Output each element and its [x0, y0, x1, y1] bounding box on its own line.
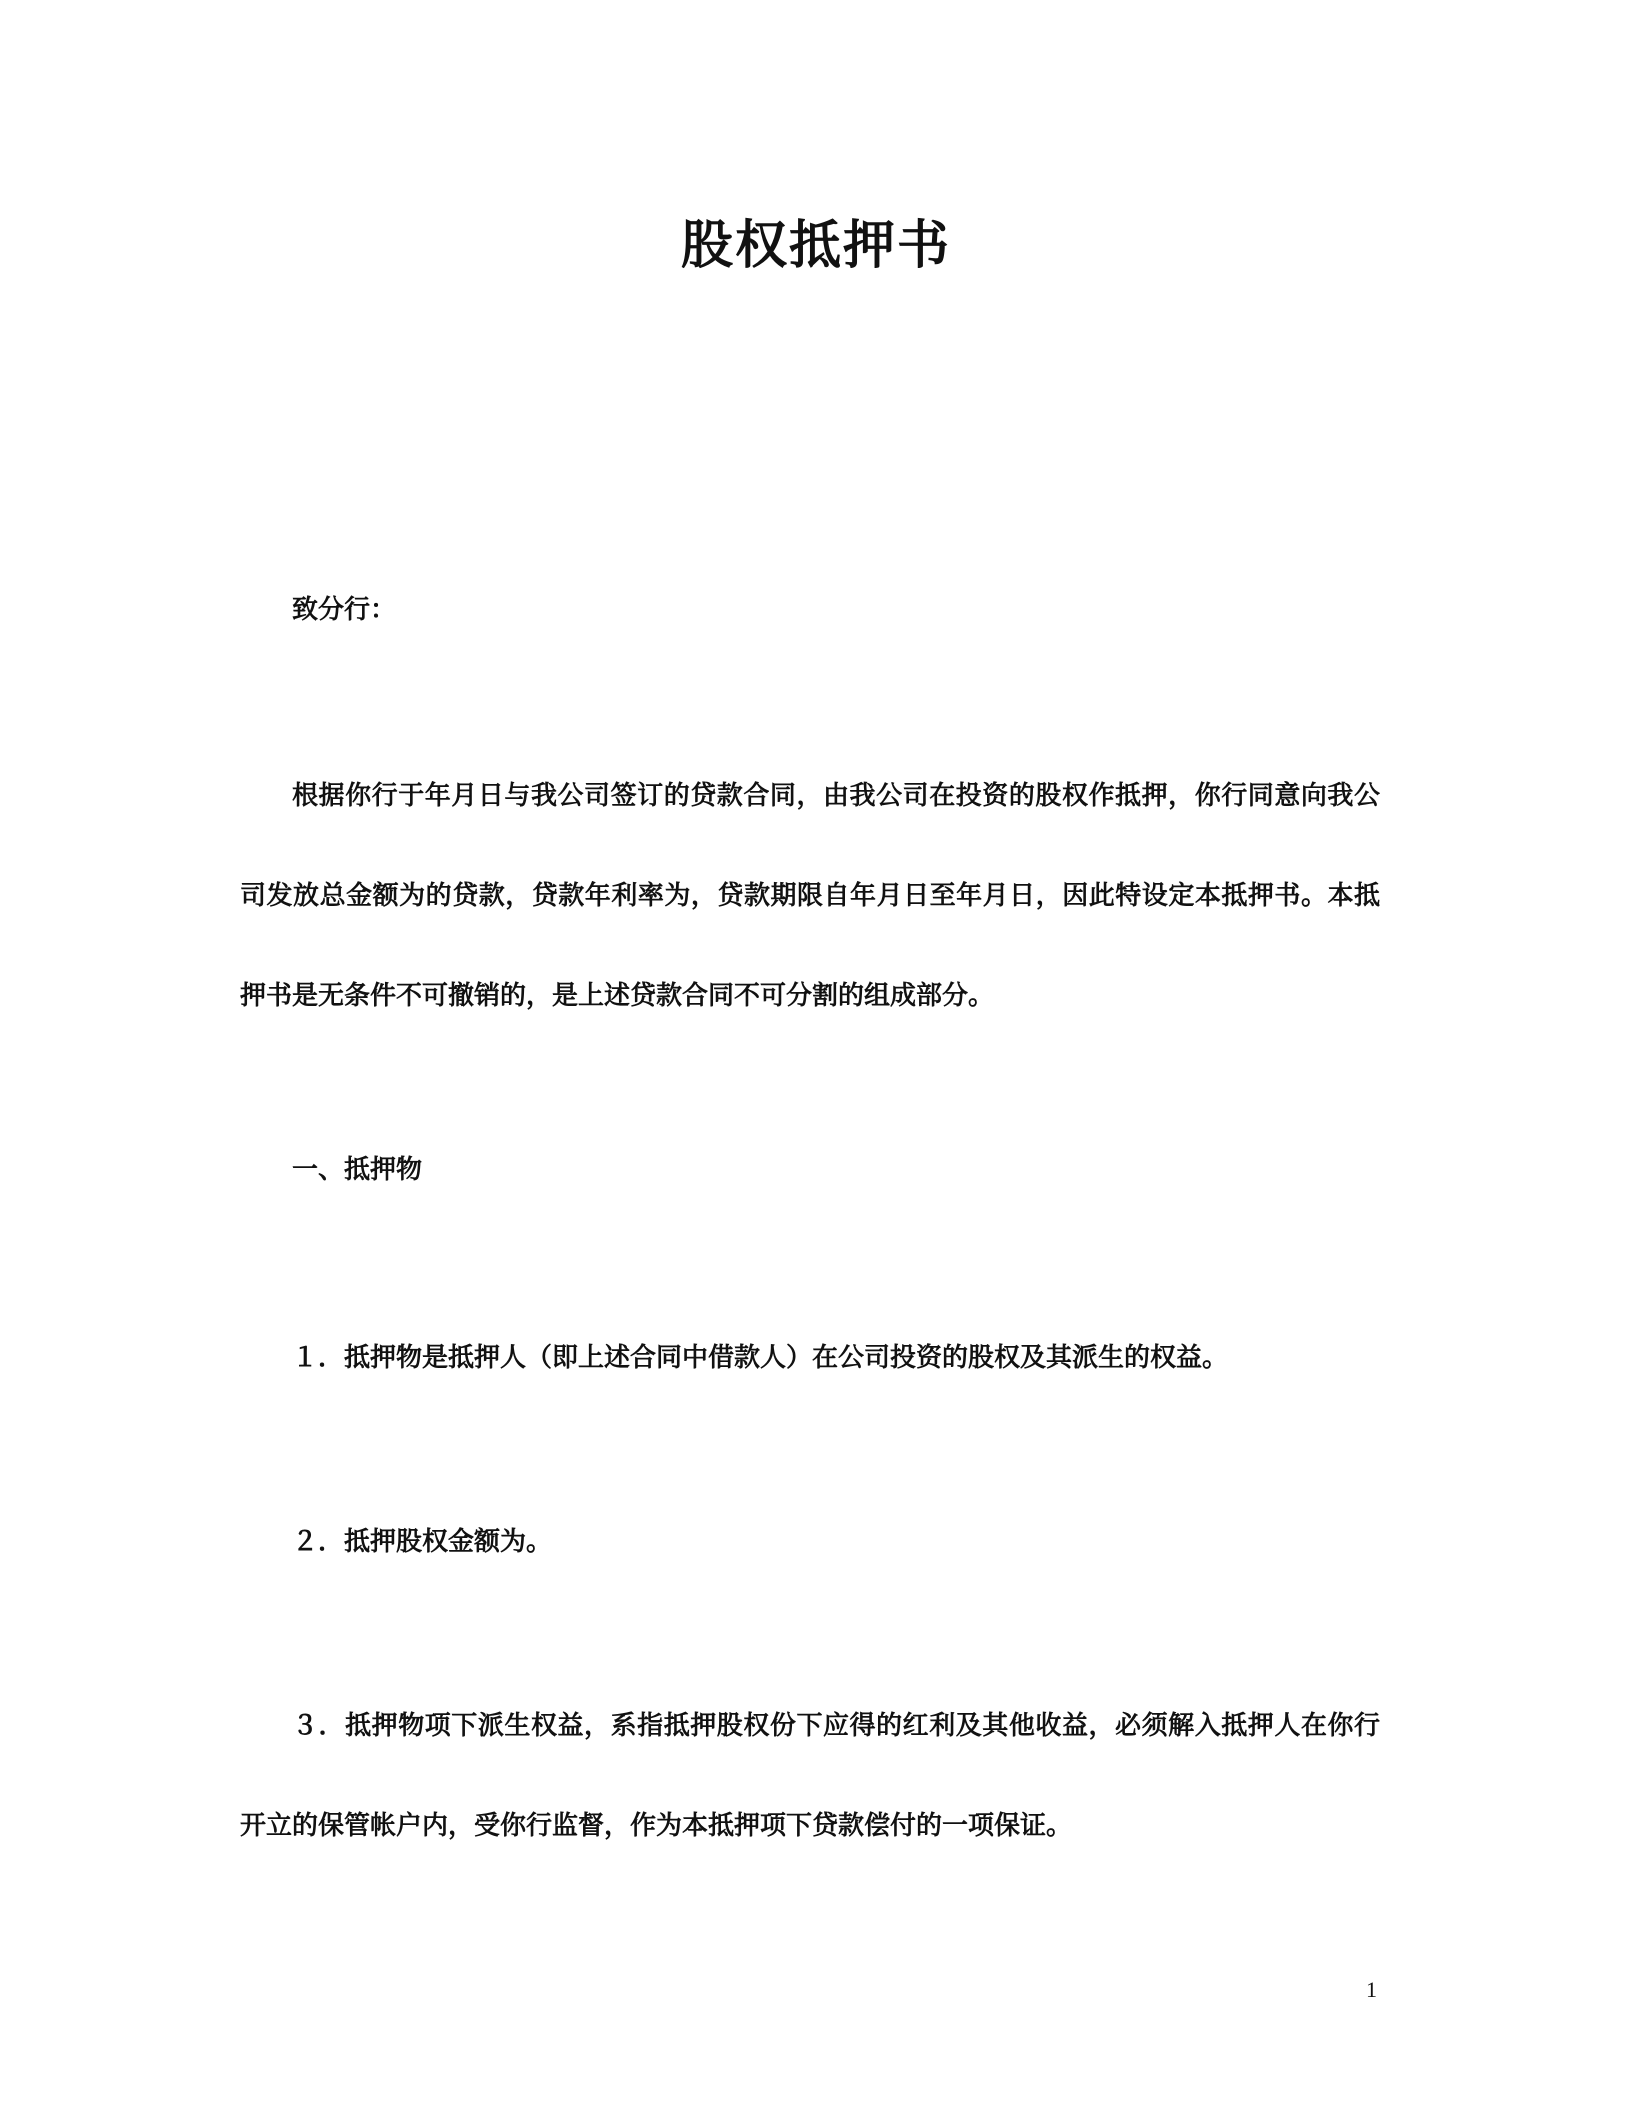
collateral-item-1: １．抵押物是抵押人（即上述合同中借款人）在公司投资的股权及其派生的权益。: [292, 1343, 1229, 1373]
collateral-item-3: ３．抵押物项下派生权益，系指抵押股权份下应得的红利及其他收益，必须解入抵押人在你行开立的保管帐户内，受你行监督，作为本抵押项下贷款偿付的一项保证。: [240, 1711, 1380, 1841]
document-title: 股权抵押书: [680, 216, 951, 276]
section-heading-collateral: 一、抵押物: [292, 1155, 423, 1185]
salutation: 致分行：: [292, 595, 397, 625]
intro-paragraph: 根据你行于年月日与我公司签订的贷款合同，由我公司在投资的股权作抵押，你行同意向我公司发放总金额为的贷款，贷款年利率为，贷款期限自年月日至年月日，因此特设定本抵押书。本抵押书是无条件不可撤销的，是上述贷款合同不可分割的组成部分。: [240, 781, 1380, 1011]
page-number: 1: [1366, 1977, 1377, 2002]
collateral-item-2: ２．抵押股权金额为。: [292, 1527, 553, 1557]
